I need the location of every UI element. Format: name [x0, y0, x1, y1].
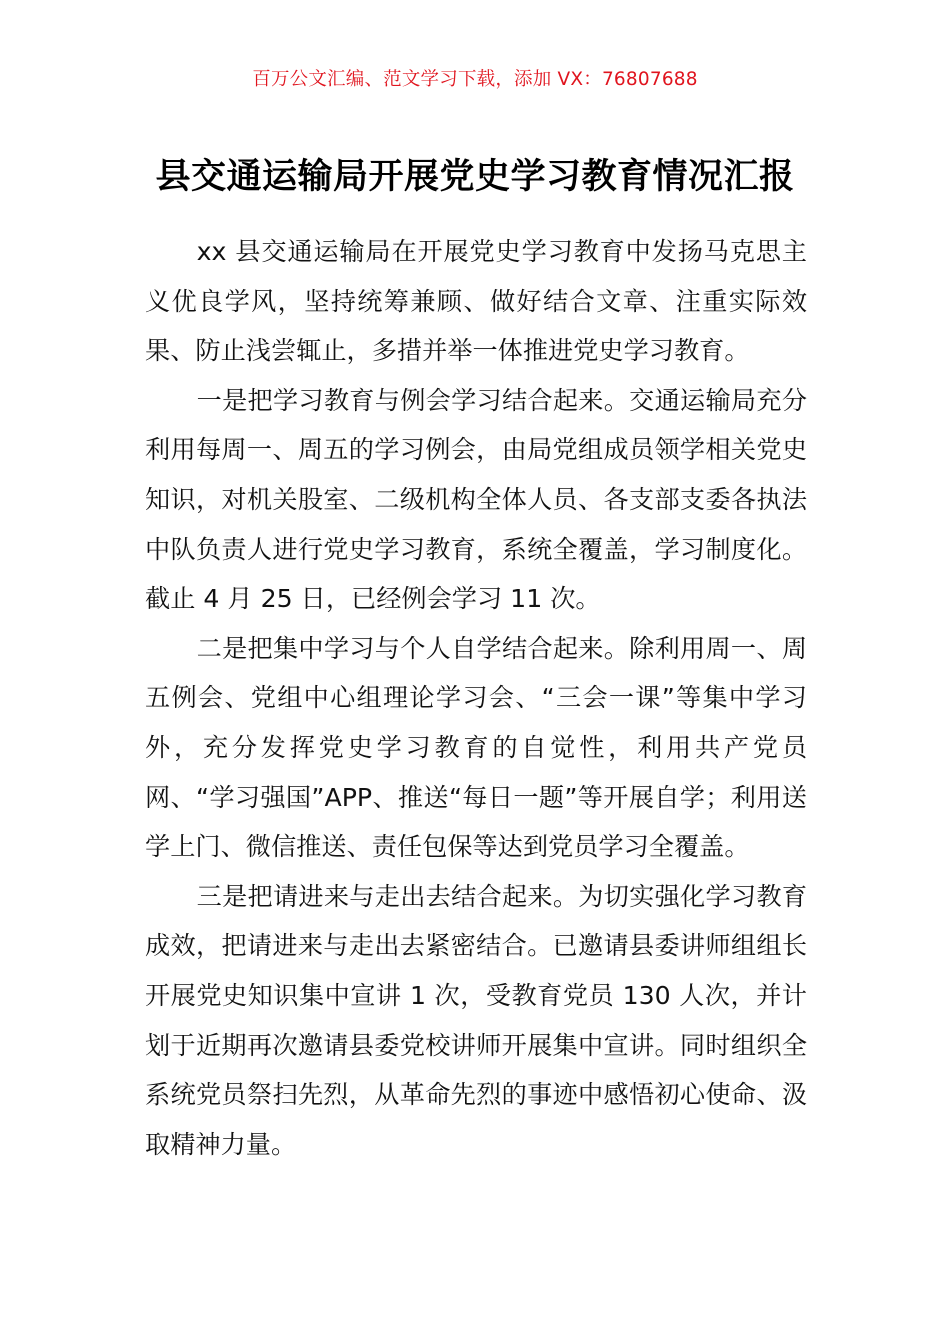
paragraph-point-three: 三是把请进来与走出去结合起来。为切实强化学习教育成效，把请进来与走出去紧密结合。已邀请县委讲师组组长开展党史知识集中宣讲 1 次，受教育党员 130 人次，并计划于近期再次邀请县委党校讲师开展集中宣讲。同时组织全系统党员祭扫先烈，从革命先烈的事迹中感悟初心使命、汲取精神力量。 [145, 881, 807, 1159]
paragraph-intro: xx 县交通运输局在开展党史学习教育中发扬马克思主义优良学风，坚持统筹兼顾、做好结合文章、注重实际效果、防止浅尝辄止，多措并举一体推进党史学习教育。 [145, 237, 807, 366]
paragraph-point-two: 二是把集中学习与个人自学结合起来。除利用周一、周五例会、党组中心组理论学习会、“三会一课”等集中学习外，充分发挥党史学习教育的自觉性，利用共产党员网、“学习强国”APP、推送“每日一题”等开展自学；利用送学上门、微信推送、责任包保等达到党员学习全覆盖。 [145, 633, 807, 862]
document-body [145, 227, 807, 1169]
document-title: 县交通运输局开展党史学习教育情况汇报 [155, 157, 795, 197]
watermark-header: 百万公文汇编、范文学习下载，添加 VX：76807688 [252, 69, 698, 90]
paragraph-point-one: 一是把学习教育与例会学习结合起来。交通运输局充分利用每周一、周五的学习例会，由局党组成员领学相关党史知识，对机关股室、二级机构全体人员、各支部支委各执法中队负责人进行党史学习教育，系统全覆盖，学习制度化。截止 4 月 25 日，已经例会学习 11 次。 [145, 385, 807, 614]
